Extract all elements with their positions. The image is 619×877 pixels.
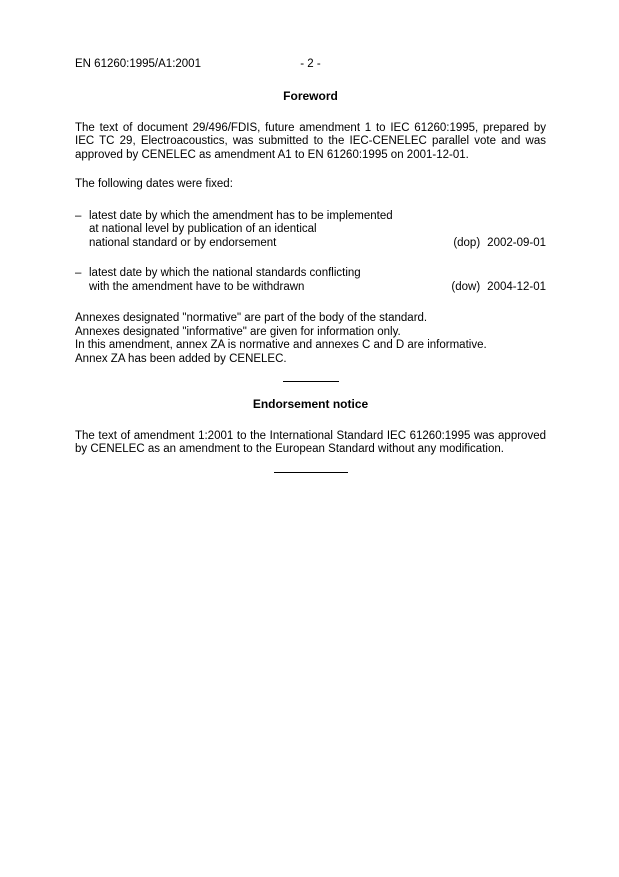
annex-notes: [75, 312, 546, 366]
foreword-title: Foreword: [283, 89, 338, 103]
annex-note-line: In this amendment, annex ZA is normative and annexes C and D are informative.: [75, 339, 487, 351]
section-divider: [274, 472, 348, 473]
date-label-dop: (dop): [453, 236, 481, 249]
document-reference: EN 61260:1995/A1:2001: [75, 58, 201, 70]
date-line: national standard or by endorsement: [89, 236, 277, 249]
date-line: latest date by which the amendment has to be implemented: [89, 209, 393, 222]
date-line: with the amendment have to be withdrawn: [89, 280, 305, 293]
dates-intro: The following dates were fixed:: [75, 178, 233, 190]
date-dop: 2002-09-01: [487, 236, 546, 249]
endorsement-title: Endorsement notice: [252, 397, 369, 411]
section-divider: [283, 381, 339, 382]
dash-bullet: –: [75, 209, 82, 222]
foreword-paragraph: The text of document 29/496/FDIS, future amendment 1 to IEC 61260:1995, prepared by IEC TC 29, Electroacoustics, was submitted to the IEC-CENELEC parallel vote and was approved by CENELEC as amendment A1 to EN 61260:1995 on 2001-12-01.: [75, 121, 546, 161]
date-dow: 2004-12-01: [487, 280, 546, 293]
date-line: at national level by publication of an identical: [89, 223, 317, 235]
annex-note-line: Annexes designated "normative" are part of the body of the standard.: [75, 312, 428, 324]
date-item-dow: [75, 267, 546, 294]
date-value-dow: [451, 281, 546, 295]
annex-note-line: Annex ZA has been added by CENELEC.: [75, 352, 287, 365]
annex-note-line: Annexes designated "informative" are given for information only.: [75, 325, 401, 338]
date-value-dop: [453, 237, 546, 251]
endorsement-paragraph: The text of amendment 1:2001 to the International Standard IEC 61260:1995 was approved by CENELEC as an amendment to the European Standard without any modification.: [75, 429, 546, 455]
page-number: - 2 -: [300, 58, 321, 70]
date-label-dow: (dow): [451, 280, 481, 293]
page-header: [75, 58, 546, 72]
dash-bullet: –: [75, 267, 82, 279]
date-line: latest date by which the national standards conflicting: [89, 267, 361, 279]
date-item-dop: [75, 210, 546, 251]
